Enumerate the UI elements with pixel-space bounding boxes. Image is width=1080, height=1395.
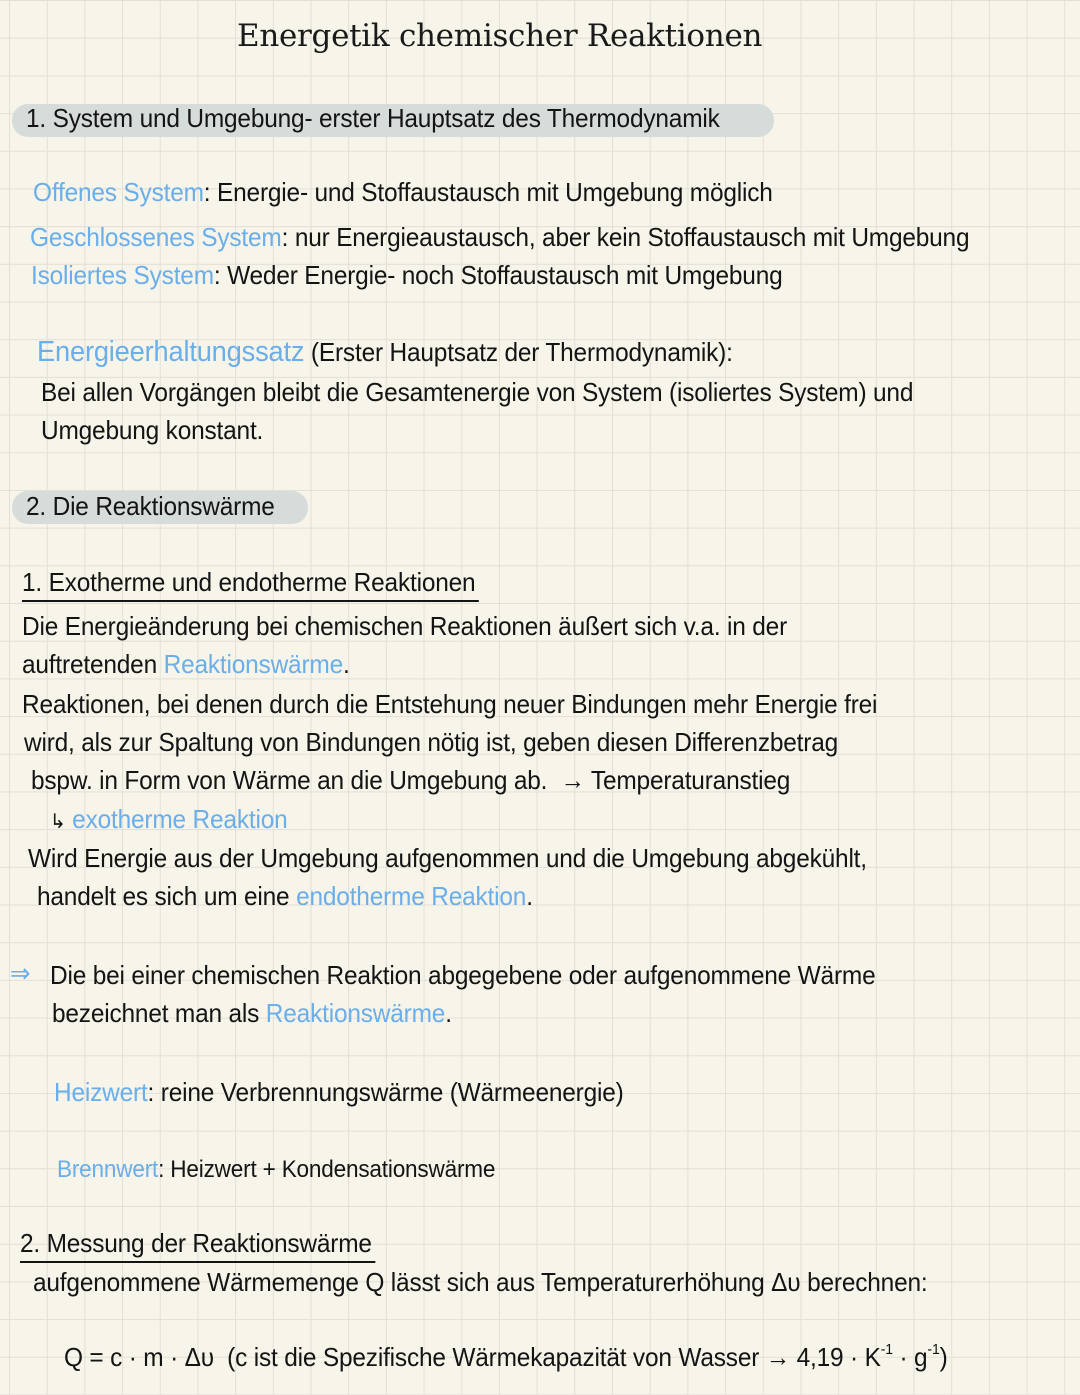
conclusion-line-1: Die bei einer chemischen Reaktion abgegebene oder aufgenommene Wärme (50, 960, 876, 990)
section-2-heading: 2. Die Reaktionswärme (26, 491, 275, 521)
p2-line-2: wird, als zur Spaltung von Bindungen nötig ist, geben diesen Differenzbetrag (24, 727, 839, 757)
law-line-1: Bei allen Vorgängen bleibt die Gesamtenergie von System (isoliertes System) und (41, 377, 914, 407)
term-heizwert: Heizwert (54, 1077, 148, 1107)
section-1-heading: 1. System und Umgebung- erster Hauptsatz des Thermodynamik (26, 103, 720, 133)
measurement-line: aufgenommene Wärmemenge Q lässt sich aus Temperaturerhöhung Δυ berechnen: (33, 1267, 928, 1297)
formula: Q = c · m · Δυ (64, 1342, 214, 1372)
term-exothermic: exotherme Reaktion (72, 804, 288, 834)
p2-result (50, 804, 288, 835)
subsection-2-heading: 2. Messung der Reaktionswärme (20, 1228, 376, 1263)
closed-system-desc: nur Energieaustausch, aber kein Stoffaustausch mit Umgebung (294, 222, 970, 252)
heat-formula: Q = c · m · Δυ (c ist die Spezifische Wärmekapazität von Wasser → $4,19 \cdot K^{-1} \cdot g^{-1}$) (64, 1341, 948, 1372)
p1-line-2: auftretenden Reaktionswärme. (22, 649, 350, 679)
brennwert-definition: Brennwert: Heizwert + Kondensationswärme (57, 1156, 496, 1183)
heizwert-definition: Heizwert: reine Verbrennungswärme (Wärmeenergie) (54, 1077, 624, 1107)
law-line-2: Umgebung konstant. (41, 415, 264, 445)
subsection-1-heading: 1. Exotherme und endotherme Reaktionen (22, 567, 479, 602)
p2-line-3: bspw. in Form von Wärme an die Umgebung ab. → Temperaturanstieg (31, 765, 791, 795)
term-closed-system: Geschlossenes System (30, 222, 282, 252)
temperature-rise: Temperaturanstieg (590, 765, 791, 795)
conclusion-line-2: bezeichnet man als Reaktionswärme. (52, 998, 452, 1028)
law-heading (37, 336, 733, 369)
p3-line-1: Wird Energie aus der Umgebung aufgenommen und die Umgebung abgekühlt, (28, 843, 867, 873)
p2-line-1: Reaktionen, bei denen durch die Entstehung neuer Bindungen mehr Energie frei (22, 689, 878, 719)
term-endothermic: endotherme Reaktion (296, 881, 527, 911)
isolated-system-desc: Weder Energie- noch Stoffaustausch mit Umgebung (227, 260, 783, 290)
implies-arrow-icon: ⇒ (10, 958, 31, 988)
arrow-right-icon: → (560, 765, 585, 795)
term-reaction-heat-2: Reaktionswärme (265, 998, 446, 1028)
term-reaction-heat: Reaktionswärme (163, 649, 343, 679)
hook-arrow-icon: ↳ (50, 811, 66, 833)
system-closed: Geschlossenes System: nur Energieaustausch, aber kein Stoffaustausch mit Umgebung (30, 222, 970, 252)
term-isolated-system: Isoliertes System (31, 260, 214, 290)
system-open: Offenes System: Energie- und Stoffaustausch mit Umgebung möglich (33, 177, 773, 207)
term-open-system: Offenes System (33, 177, 204, 207)
p3-line-2: handelt es sich um eine endotherme Reaktion. (37, 881, 533, 911)
term-brennwert: Brennwert (57, 1156, 159, 1183)
system-isolated: Isoliertes System: Weder Energie- noch Stoffaustausch mit Umgebung (31, 260, 783, 290)
law-qualifier: (Erster Hauptsatz der Thermodynamik): (310, 337, 733, 367)
open-system-desc: Energie- und Stoffaustausch mit Umgebung möglich (217, 177, 773, 207)
page-title: Energetik chemischer Reaktionen (237, 18, 763, 54)
term-energy-conservation: Energieerhaltungssatz (37, 336, 305, 368)
p1-line-1: Die Energieänderung bei chemischen Reaktionen äußert sich v.a. in der (22, 611, 788, 641)
